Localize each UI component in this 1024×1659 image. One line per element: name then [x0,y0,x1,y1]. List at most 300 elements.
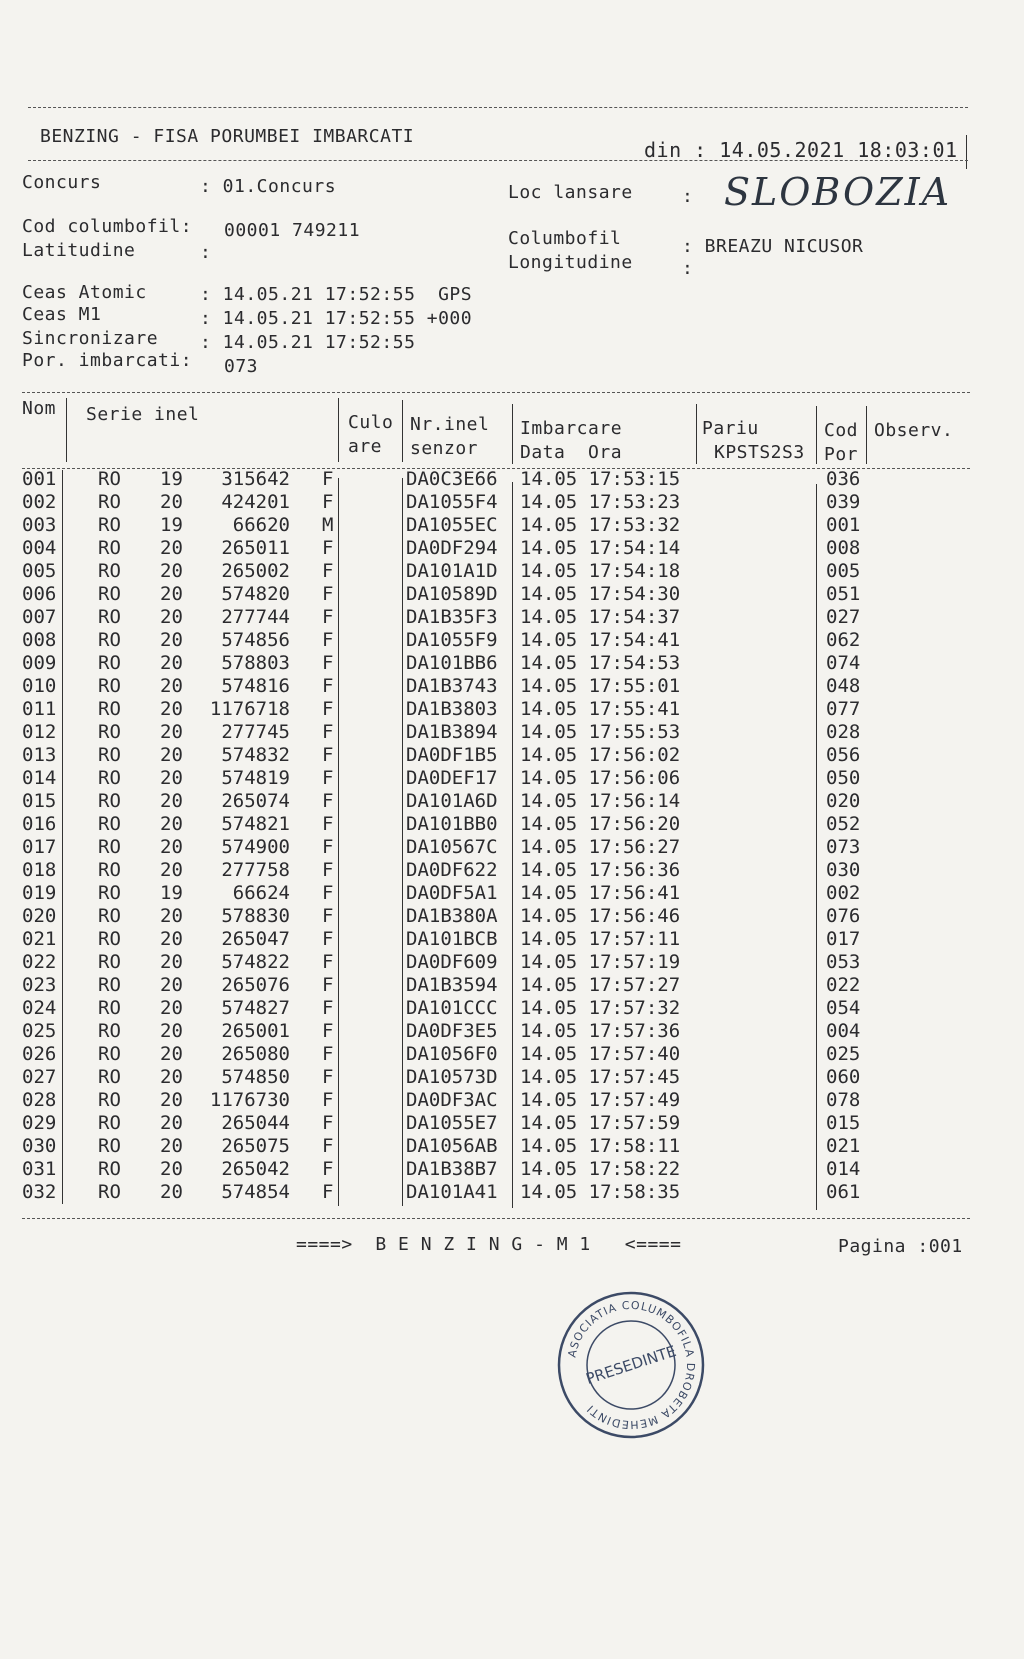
columbofil-label: Columbofil [508,228,622,249]
row-ring-number: 574822 [221,951,290,973]
row-ring-number: 574832 [221,744,290,766]
association-stamp [556,1290,706,1440]
row-country: RO [98,744,121,766]
row-sensor: DA10589D [406,583,498,605]
row-nom: 010 [22,675,57,697]
row-country: RO [98,675,121,697]
row-nom: 026 [22,1043,57,1065]
row-boarding-datetime: 14.05 17:57:11 [520,928,681,950]
row-ring-number: 1176730 [209,1089,290,1111]
row-country: RO [98,698,121,720]
row-year: 20 [160,813,183,835]
col-header-por: Por [824,444,859,465]
row-nom: 032 [22,1181,57,1203]
row-nom: 020 [22,905,57,927]
row-sex: F [322,997,334,1019]
row-sex: F [322,583,334,605]
row-sex: F [322,1112,334,1134]
row-cod-por: 073 [826,836,861,858]
table-row [20,606,980,629]
row-country: RO [98,997,121,1019]
row-cod-por: 056 [826,744,861,766]
row-country: RO [98,928,121,950]
header-top-rule [28,107,968,108]
col-sep-header-pariu [816,406,817,464]
row-boarding-datetime: 14.05 17:53:15 [520,468,681,490]
row-year: 20 [160,698,183,720]
table-row [20,928,980,951]
ceas-m1-label: Ceas M1 [22,304,102,325]
stamp-center-text: PRESEDINTE [583,1341,679,1389]
row-nom: 008 [22,629,57,651]
col-sep-header-cod [866,406,867,464]
row-sensor: DA1B3594 [406,974,498,996]
col-header-culo: Culo [348,412,394,433]
row-boarding-datetime: 14.05 17:56:20 [520,813,681,835]
row-country: RO [98,767,121,789]
row-cod-por: 004 [826,1020,861,1042]
row-cod-por: 076 [826,905,861,927]
row-sex: F [322,1020,334,1042]
row-nom: 024 [22,997,57,1019]
col-header-are: are [348,436,383,457]
row-sex: F [322,951,334,973]
row-year: 20 [160,767,183,789]
row-sensor: DA1B38B7 [406,1158,498,1180]
report-date: din : 14.05.2021 18:03:01 [644,138,958,162]
row-boarding-datetime: 14.05 17:56:06 [520,767,681,789]
row-sensor: DA0DF622 [406,859,498,881]
row-boarding-datetime: 14.05 17:57:36 [520,1020,681,1042]
row-boarding-datetime: 14.05 17:57:49 [520,1089,681,1111]
row-boarding-datetime: 14.05 17:55:41 [520,698,681,720]
row-nom: 003 [22,514,57,536]
row-year: 20 [160,675,183,697]
row-cod-por: 005 [826,560,861,582]
row-cod-por: 050 [826,767,861,789]
row-country: RO [98,836,121,858]
row-year: 20 [160,1158,183,1180]
row-country: RO [98,468,121,490]
row-nom: 016 [22,813,57,835]
row-sex: F [322,675,334,697]
row-nom: 007 [22,606,57,628]
row-country: RO [98,629,121,651]
table-row [20,537,980,560]
row-boarding-datetime: 14.05 17:55:53 [520,721,681,743]
header-bottom-rule [28,160,968,161]
row-sex: F [322,836,334,858]
table-row [20,1135,980,1158]
row-boarding-datetime: 14.05 17:53:23 [520,491,681,513]
row-cod-por: 053 [826,951,861,973]
row-sensor: DA1B380A [406,905,498,927]
row-sex: F [322,491,334,513]
row-nom: 013 [22,744,57,766]
row-sex: F [322,1089,334,1111]
row-sex: F [322,1043,334,1065]
row-ring-number: 277758 [221,859,290,881]
row-ring-number: 1176718 [209,698,290,720]
row-year: 20 [160,836,183,858]
row-boarding-datetime: 14.05 17:57:45 [520,1066,681,1088]
row-country: RO [98,790,121,812]
row-boarding-datetime: 14.05 17:57:40 [520,1043,681,1065]
col-header-serie: Serie inel [86,404,200,425]
table-row [20,675,980,698]
row-ring-number: 574821 [221,813,290,835]
loc-lansare-colon: : [682,186,694,207]
row-cod-por: 021 [826,1135,861,1157]
table-row [20,859,980,882]
row-ring-number: 315642 [221,468,290,490]
row-ring-number: 265011 [221,537,290,559]
row-sex: F [322,767,334,789]
row-sex: F [322,537,334,559]
columbofil-value: : BREAZU NICUSOR [682,236,864,257]
row-boarding-datetime: 14.05 17:54:30 [520,583,681,605]
col-header-pariu: Pariu [702,418,759,439]
table-row [20,767,980,790]
row-cod-por: 022 [826,974,861,996]
row-year: 19 [160,882,183,904]
table-row [20,491,980,514]
col-header-observ: Observ. [874,420,954,441]
row-country: RO [98,859,121,881]
row-cod-por: 027 [826,606,861,628]
row-nom: 004 [22,537,57,559]
row-sensor: DA1056AB [406,1135,498,1157]
row-sensor: DA1056F0 [406,1043,498,1065]
row-cod-por: 074 [826,652,861,674]
row-nom: 019 [22,882,57,904]
row-country: RO [98,882,121,904]
row-year: 20 [160,951,183,973]
row-country: RO [98,1043,121,1065]
row-sex: M [322,514,334,536]
row-ring-number: 66624 [232,882,290,904]
row-sensor: DA101CCC [406,997,498,1019]
row-sex: F [322,629,334,651]
row-cod-por: 039 [826,491,861,513]
row-sensor: DA0C3E66 [406,468,498,490]
row-ring-number: 574854 [221,1181,290,1203]
row-ring-number: 265080 [221,1043,290,1065]
row-year: 20 [160,583,183,605]
longitudine-colon: : [682,258,694,279]
table-row [20,905,980,928]
row-nom: 023 [22,974,57,996]
row-country: RO [98,1020,121,1042]
row-year: 20 [160,1181,183,1203]
row-nom: 014 [22,767,57,789]
table-row [20,468,980,491]
row-boarding-datetime: 14.05 17:56:46 [520,905,681,927]
row-country: RO [98,1158,121,1180]
row-country: RO [98,1066,121,1088]
row-sensor: DA101BB0 [406,813,498,835]
latitudine-colon: : [200,242,212,263]
row-year: 20 [160,1066,183,1088]
row-nom: 012 [22,721,57,743]
row-sensor: DA0DF294 [406,537,498,559]
row-cod-por: 008 [826,537,861,559]
row-ring-number: 578803 [221,652,290,674]
pigeon-table-body [20,468,980,1204]
col-header-cod: Cod [824,420,859,441]
row-ring-number: 578830 [221,905,290,927]
row-sex: F [322,560,334,582]
row-cod-por: 077 [826,698,861,720]
loc-lansare-label: Loc lansare [508,182,633,203]
table-row [20,1043,980,1066]
por-imbarcati-value: 073 [224,356,259,377]
row-sensor: DA0DF3E5 [406,1020,498,1042]
row-sex: F [322,1135,334,1157]
row-boarding-datetime: 14.05 17:56:27 [520,836,681,858]
row-year: 20 [160,974,183,996]
sincronizare-label: Sincronizare [22,328,159,349]
col-sep-header-imbarcare [696,404,697,464]
row-nom: 031 [22,1158,57,1180]
row-nom: 022 [22,951,57,973]
row-boarding-datetime: 14.05 17:56:41 [520,882,681,904]
row-boarding-datetime: 14.05 17:53:32 [520,514,681,536]
row-sensor: DA0DEF17 [406,767,498,789]
row-year: 20 [160,606,183,628]
row-sensor: DA1055F4 [406,491,498,513]
stamp-ring-text: ASOCIATIA COLUMBOFILA DROBETA MEHEDINTI [565,1298,698,1432]
table-row [20,1020,980,1043]
col-header-senzor: senzor [410,438,479,459]
row-nom: 029 [22,1112,57,1134]
row-sex: F [322,790,334,812]
col-header-data-ora: Data Ora [520,442,623,463]
table-row [20,1112,980,1135]
row-sensor: DA0DF3AC [406,1089,498,1111]
row-year: 20 [160,1020,183,1042]
row-sensor: DA1055F9 [406,629,498,651]
row-sensor: DA1B3743 [406,675,498,697]
row-sensor: DA101BB6 [406,652,498,674]
row-boarding-datetime: 14.05 17:56:02 [520,744,681,766]
row-year: 20 [160,997,183,1019]
row-cod-por: 017 [826,928,861,950]
row-cod-por: 028 [826,721,861,743]
row-country: RO [98,606,121,628]
row-year: 20 [160,1089,183,1111]
row-year: 20 [160,629,183,651]
row-nom: 006 [22,583,57,605]
latitudine-label: Latitudine [22,240,136,261]
row-sex: F [322,468,334,490]
row-ring-number: 265074 [221,790,290,812]
row-year: 20 [160,905,183,927]
row-sensor: DA1B35F3 [406,606,498,628]
row-ring-number: 574820 [221,583,290,605]
concurs-value: : 01.Concurs [200,176,337,197]
row-sensor: DA101BCB [406,928,498,950]
row-sex: F [322,1158,334,1180]
row-cod-por: 054 [826,997,861,1019]
footer-banner: ====> B E N Z I N G - M 1 <==== [296,1234,682,1255]
row-cod-por: 020 [826,790,861,812]
row-cod-por: 078 [826,1089,861,1111]
row-ring-number: 424201 [221,491,290,513]
row-boarding-datetime: 14.05 17:57:27 [520,974,681,996]
row-nom: 017 [22,836,57,858]
row-ring-number: 574827 [221,997,290,1019]
row-year: 20 [160,1112,183,1134]
row-cod-por: 002 [826,882,861,904]
row-country: RO [98,583,121,605]
sincronizare-value: : 14.05.21 17:52:55 [200,332,416,353]
row-sensor: DA1055E7 [406,1112,498,1134]
row-country: RO [98,537,121,559]
row-cod-por: 052 [826,813,861,835]
row-boarding-datetime: 14.05 17:54:14 [520,537,681,559]
row-nom: 021 [22,928,57,950]
row-cod-por: 036 [826,468,861,490]
row-cod-por: 025 [826,1043,861,1065]
row-year: 20 [160,537,183,559]
row-sensor: DA0DF609 [406,951,498,973]
ceas-atomic-label: Ceas Atomic [22,282,147,303]
row-sensor: DA10573D [406,1066,498,1088]
row-ring-number: 574856 [221,629,290,651]
cod-columbofil-label: Cod columbofil: [22,216,193,237]
row-ring-number: 265047 [221,928,290,950]
row-nom: 001 [22,468,57,490]
table-row [20,652,980,675]
row-sex: F [322,813,334,835]
cod-columbofil-value: 00001 749211 [224,220,361,241]
table-row [20,1089,980,1112]
row-sex: F [322,1181,334,1203]
row-nom: 025 [22,1020,57,1042]
por-imbarcati-label: Por. imbarcati: [22,350,193,371]
row-year: 20 [160,1043,183,1065]
row-boarding-datetime: 14.05 17:58:35 [520,1181,681,1203]
row-ring-number: 574819 [221,767,290,789]
row-nom: 011 [22,698,57,720]
row-year: 20 [160,859,183,881]
table-row [20,1158,980,1181]
row-country: RO [98,1135,121,1157]
row-nom: 027 [22,1066,57,1088]
row-sensor: DA10567C [406,836,498,858]
row-cod-por: 001 [826,514,861,536]
row-nom: 002 [22,491,57,513]
row-ring-number: 265076 [221,974,290,996]
row-country: RO [98,721,121,743]
table-row [20,721,980,744]
table-row [20,997,980,1020]
col-header-kpsts: KPSTS2S3 [714,442,805,463]
row-sex: F [322,859,334,881]
row-sex: F [322,652,334,674]
row-sex: F [322,744,334,766]
longitudine-label: Longitudine [508,252,633,273]
row-sensor: DA101A6D [406,790,498,812]
row-country: RO [98,905,121,927]
row-boarding-datetime: 14.05 17:56:14 [520,790,681,812]
row-ring-number: 574900 [221,836,290,858]
document-title: BENZING - FISA PORUMBEI IMBARCATI [40,126,415,147]
row-ring-number: 277744 [221,606,290,628]
row-ring-number: 66620 [232,514,290,536]
row-year: 20 [160,790,183,812]
row-cod-por: 062 [826,629,861,651]
row-cod-por: 014 [826,1158,861,1180]
row-boarding-datetime: 14.05 17:58:11 [520,1135,681,1157]
row-sensor: DA1B3894 [406,721,498,743]
row-sex: F [322,928,334,950]
row-boarding-datetime: 14.05 17:54:18 [520,560,681,582]
row-cod-por: 015 [826,1112,861,1134]
table-bottom-rule [22,1218,970,1219]
row-ring-number: 265075 [221,1135,290,1157]
table-row [20,514,980,537]
col-header-nom: Nom [22,398,57,419]
table-row [20,629,980,652]
row-country: RO [98,1112,121,1134]
row-boarding-datetime: 14.05 17:57:59 [520,1112,681,1134]
row-cod-por: 030 [826,859,861,881]
table-row [20,744,980,767]
row-year: 20 [160,560,183,582]
row-nom: 018 [22,859,57,881]
table-row [20,882,980,905]
row-country: RO [98,1089,121,1111]
row-sensor: DA1B3803 [406,698,498,720]
row-country: RO [98,974,121,996]
ceas-atomic-value: : 14.05.21 17:52:55 GPS [200,284,473,305]
table-row [20,1181,980,1204]
row-sex: F [322,721,334,743]
concurs-label: Concurs [22,172,102,193]
row-ring-number: 574816 [221,675,290,697]
table-row [20,583,980,606]
table-row [20,698,980,721]
row-boarding-datetime: 14.05 17:54:41 [520,629,681,651]
row-nom: 028 [22,1089,57,1111]
col-sep-header-senzor [512,404,513,464]
row-year: 20 [160,721,183,743]
row-year: 19 [160,514,183,536]
row-sex: F [322,882,334,904]
row-cod-por: 060 [826,1066,861,1088]
row-ring-number: 574850 [221,1066,290,1088]
row-ring-number: 265044 [221,1112,290,1134]
row-sensor: DA0DF5A1 [406,882,498,904]
row-country: RO [98,813,121,835]
row-nom: 015 [22,790,57,812]
row-country: RO [98,491,121,513]
row-year: 20 [160,928,183,950]
row-sex: F [322,698,334,720]
table-row [20,560,980,583]
row-year: 20 [160,744,183,766]
row-sex: F [322,974,334,996]
row-year: 20 [160,1135,183,1157]
row-cod-por: 061 [826,1181,861,1203]
row-sex: F [322,905,334,927]
table-row [20,836,980,859]
row-country: RO [98,514,121,536]
page-number: Pagina :001 [838,1236,963,1257]
col-sep-header-nom [66,398,67,462]
